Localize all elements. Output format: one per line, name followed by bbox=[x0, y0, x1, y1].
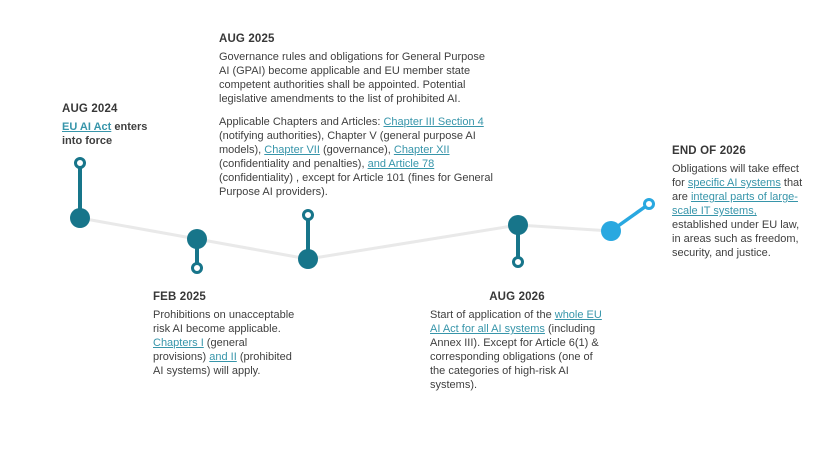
milestone-description bbox=[672, 162, 806, 260]
milestone-description bbox=[62, 120, 164, 148]
link-whole-eu-ai-act-all-systems[interactable]: whole EU AI Act for all AI systems bbox=[430, 309, 602, 335]
milestone-aug-2026 bbox=[430, 291, 604, 392]
milestone-description bbox=[219, 115, 493, 199]
marker-ring-icon bbox=[514, 258, 523, 267]
milestone-aug-2024 bbox=[62, 103, 164, 148]
marker-dot-icon bbox=[187, 229, 207, 249]
marker-feb-2025 bbox=[187, 229, 207, 273]
link-chapter-iii-section-4[interactable]: Chapter III Section 4 bbox=[383, 116, 484, 128]
milestone-feb-2025 bbox=[153, 291, 296, 378]
marker-dot-icon bbox=[601, 221, 621, 241]
text-segment: (notifying authorities), Chapter V (general purpose AI models), bbox=[219, 130, 476, 156]
marker-dot-icon bbox=[508, 215, 528, 235]
text-segment: enters into force bbox=[62, 121, 148, 147]
text-segment: Obligations will take effect for bbox=[672, 163, 799, 189]
milestone-date-heading: AUG 2025 bbox=[219, 33, 275, 45]
marker-dot-icon bbox=[298, 249, 318, 269]
text-segment: (general provisions) bbox=[153, 337, 248, 363]
text-segment: Start of application of the bbox=[430, 309, 555, 321]
marker-aug-2026 bbox=[508, 215, 528, 267]
marker-dot-icon bbox=[70, 208, 90, 228]
link-chapter-xii[interactable]: Chapter XII bbox=[393, 144, 450, 156]
marker-ring-icon bbox=[76, 159, 85, 168]
link-and-article-78[interactable]: and Article 78 bbox=[367, 158, 435, 170]
milestone-date-heading: END OF 2026 bbox=[672, 145, 746, 157]
link-chapters-i[interactable]: Chapters I bbox=[153, 337, 204, 349]
link-specific-ai-systems[interactable]: specific AI systems bbox=[687, 177, 781, 189]
milestone-date-heading: AUG 2026 bbox=[489, 291, 545, 303]
milestone-date-heading: FEB 2025 bbox=[153, 291, 206, 303]
milestone-aug-2025 bbox=[219, 33, 493, 199]
text-segment: (prohibited AI systems) will apply. bbox=[153, 351, 292, 377]
milestone-end-2026 bbox=[672, 145, 806, 260]
milestone-description bbox=[153, 308, 296, 378]
milestone-date-heading: AUG 2024 bbox=[62, 103, 118, 115]
text-segment: (confidentiality) , except for Article 101 (fines for General Purpose AI providers). bbox=[219, 172, 493, 198]
text-segment: (including Annex III). Except for Article 6(1) & corresponding obligations (one of the categories of high-risk AI systems). bbox=[430, 323, 599, 391]
marker-ring-icon bbox=[645, 200, 654, 209]
marker-end-2026 bbox=[601, 200, 654, 242]
text-segment: established under EU law, in areas such as freedom, security, and justice. bbox=[672, 219, 800, 259]
marker-ring-icon bbox=[304, 211, 313, 220]
milestone-description bbox=[430, 308, 604, 392]
link-chapter-vii[interactable]: Chapter VII bbox=[264, 144, 320, 156]
marker-ring-icon bbox=[193, 264, 202, 273]
text-segment: Prohibitions on unacceptable risk AI become applicable. bbox=[153, 309, 295, 335]
link-eu-ai-act[interactable]: EU AI Act bbox=[62, 121, 112, 133]
text-segment: that are bbox=[672, 177, 803, 203]
text-segment: (confidentiality and penalties), bbox=[219, 158, 368, 170]
text-segment: (governance), bbox=[319, 144, 394, 156]
timeline-line bbox=[80, 218, 611, 259]
link-integral-parts-large-scale-it-systems[interactable]: integral parts of large-scale IT systems, bbox=[672, 191, 798, 217]
text-segment: Applicable Chapters and Articles: bbox=[219, 116, 384, 128]
milestone-description: Governance rules and obligations for General Purpose AI (GPAI) become applicable and EU member state competent authorities shall be appointed. Potential legislative amendments to the list of prohibited AI. bbox=[219, 51, 485, 105]
marker-aug-2024 bbox=[70, 159, 90, 229]
link-and-ii[interactable]: and II bbox=[209, 351, 237, 363]
marker-aug-2025 bbox=[298, 211, 318, 270]
